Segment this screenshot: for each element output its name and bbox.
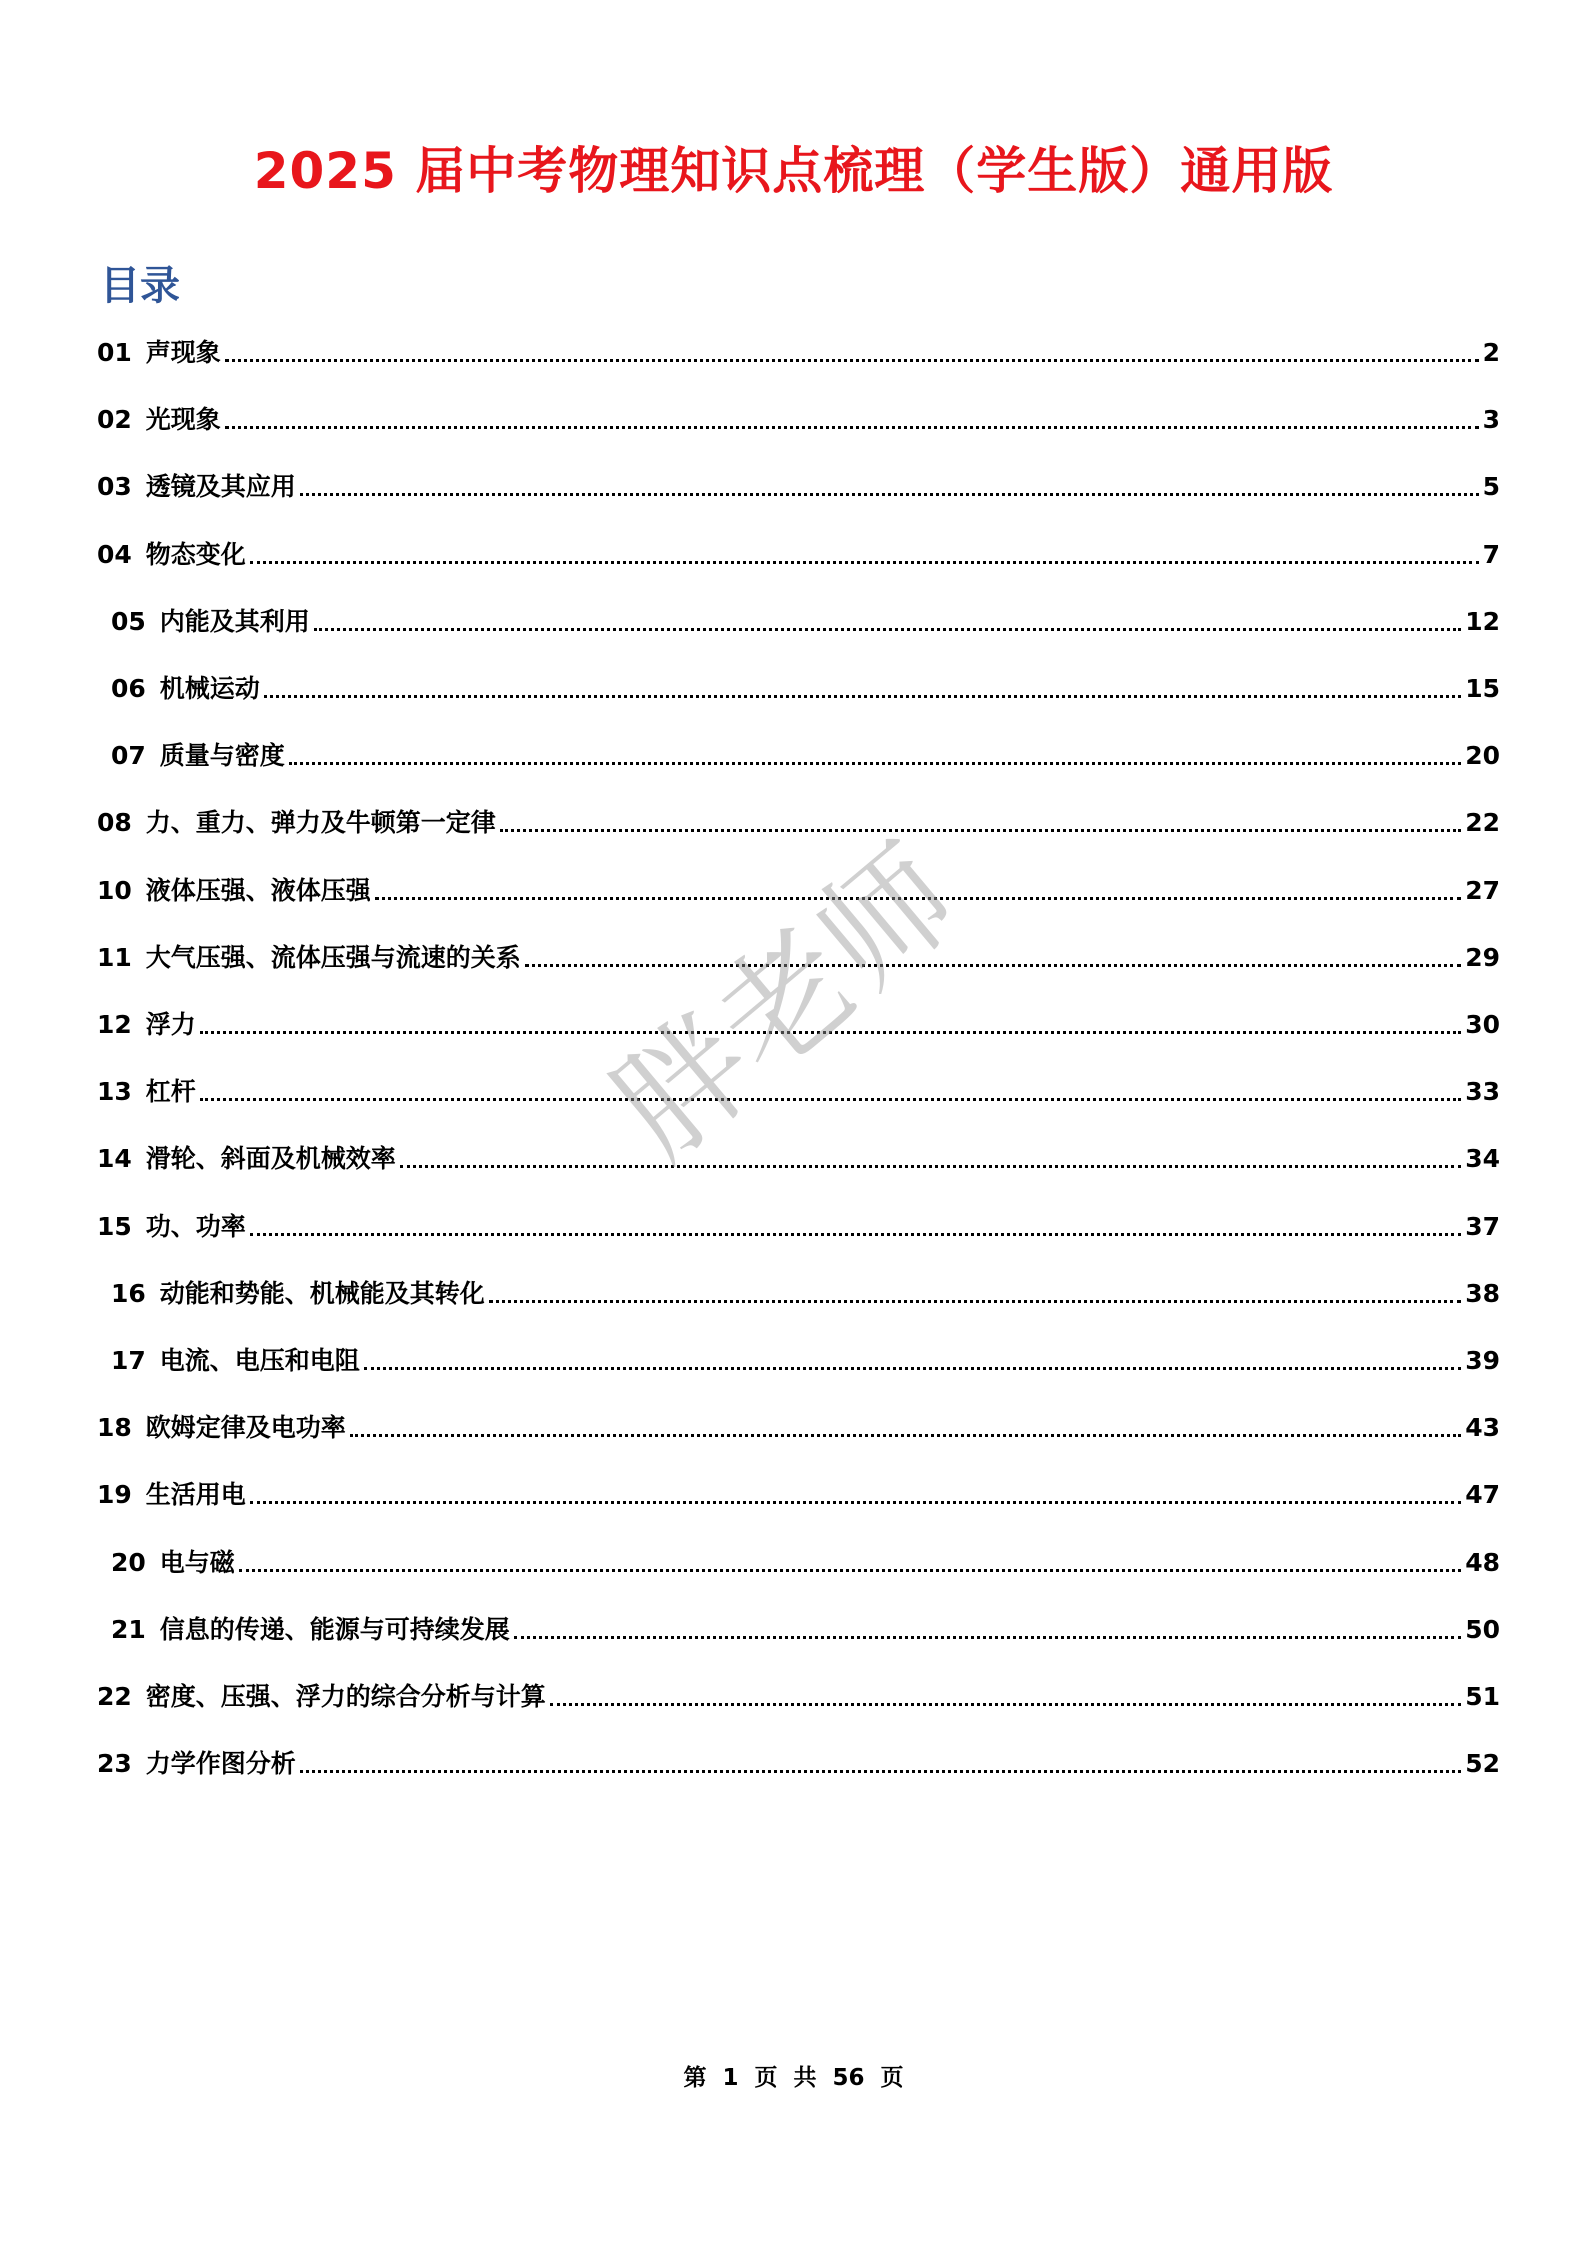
toc-leader-dots [250, 1233, 1461, 1236]
toc-leader-dots [350, 1434, 1461, 1437]
toc-entry-label: 内能及其利用 [159, 606, 310, 636]
toc-entry-label: 声现象 [145, 338, 221, 367]
toc-entry-page: 5 [1482, 472, 1500, 502]
toc-leader-dots [200, 1098, 1461, 1101]
toc-entry[interactable] [111, 1272, 1500, 1312]
toc-entry-number: 02 [97, 405, 132, 435]
toc-leader-dots [239, 1569, 1461, 1572]
toc-entry-page: 51 [1465, 1682, 1500, 1711]
toc-entry[interactable] [111, 667, 1500, 707]
toc-entry-label: 电与磁 [159, 1547, 235, 1577]
toc-entry[interactable] [111, 1339, 1500, 1379]
toc-entry[interactable] [97, 331, 1500, 371]
toc-entry[interactable] [97, 1406, 1500, 1446]
toc-entry-label: 杠杆 [145, 1077, 196, 1107]
toc-entry-page: 50 [1465, 1614, 1500, 1644]
toc-entry-page: 7 [1482, 539, 1500, 569]
toc-entry-page: 27 [1465, 875, 1500, 905]
toc-entry[interactable] [97, 1473, 1500, 1513]
toc-entry-page: 34 [1465, 1144, 1500, 1174]
toc-entry-page: 33 [1465, 1077, 1500, 1107]
toc-entry-label: 光现象 [145, 405, 221, 435]
toc-entry-label: 机械运动 [159, 674, 260, 703]
toc-entry-number: 14 [97, 1144, 132, 1174]
toc-entry-label: 液体压强、液体压强 [145, 875, 371, 905]
toc-entry-label: 欧姆定律及电功率 [145, 1413, 346, 1443]
toc-entry[interactable] [97, 398, 1500, 438]
toc-entry-page: 39 [1465, 1346, 1500, 1375]
toc-leader-dots [225, 426, 1479, 429]
toc-entry-number: 05 [111, 606, 146, 636]
toc-entry-label: 力、重力、弹力及牛顿第一定律 [145, 808, 496, 838]
toc-entry-label: 浮力 [145, 1010, 196, 1039]
toc-entry-page: 12 [1465, 606, 1500, 636]
toc-entry[interactable] [111, 734, 1500, 774]
toc-entry-page: 47 [1465, 1480, 1500, 1510]
toc-entry-label: 动能和势能、机械能及其转化 [159, 1278, 485, 1308]
toc-entry-page: 37 [1465, 1211, 1500, 1241]
toc-entry-label: 滑轮、斜面及机械效率 [145, 1144, 396, 1174]
toc-entry-label: 透镜及其应用 [145, 472, 296, 502]
toc-entry-page: 15 [1465, 674, 1500, 703]
toc-entry[interactable] [97, 1675, 1500, 1715]
toc-entry[interactable] [97, 1742, 1500, 1782]
toc-entry-number: 06 [111, 674, 146, 703]
toc-entry-label: 物态变化 [145, 539, 246, 569]
toc-leader-dots [364, 1367, 1461, 1370]
toc-leader-dots [300, 1770, 1461, 1773]
toc-leader-dots [250, 561, 1479, 564]
toc-entry-page: 2 [1482, 338, 1500, 367]
toc-entry[interactable] [97, 465, 1500, 505]
toc-entry-page: 20 [1465, 741, 1500, 771]
toc-leader-dots [300, 493, 1479, 496]
toc-entry[interactable] [97, 1205, 1500, 1245]
toc-entry-page: 48 [1465, 1547, 1500, 1577]
toc-entry-number: 13 [97, 1077, 132, 1107]
toc-entry[interactable] [111, 1541, 1500, 1581]
toc-leader-dots [500, 829, 1461, 832]
toc-entry-label: 功、功率 [145, 1211, 246, 1241]
toc-entry-number: 03 [97, 472, 132, 502]
toc-entry-number: 22 [97, 1682, 132, 1711]
toc-leader-dots [225, 359, 1479, 362]
toc-entry[interactable] [111, 1608, 1500, 1648]
document-title: 2025 届中考物理知识点梳理（学生版）通用版 [253, 142, 1334, 200]
toc-entry-label: 生活用电 [145, 1480, 246, 1510]
toc-leader-dots [289, 762, 1461, 765]
toc-entry-label: 密度、压强、浮力的综合分析与计算 [145, 1682, 546, 1711]
toc-entry-number: 08 [97, 808, 132, 838]
toc-entry-number: 20 [111, 1547, 146, 1577]
toc-leader-dots [514, 1636, 1461, 1639]
toc-leader-dots [525, 964, 1461, 967]
toc-entry-number: 15 [97, 1211, 132, 1241]
toc-entry-page: 30 [1465, 1010, 1500, 1039]
toc-entry-label: 力学作图分析 [145, 1749, 296, 1779]
toc-leader-dots [550, 1703, 1461, 1706]
toc-entry-page: 22 [1465, 808, 1500, 838]
toc-entry-number: 18 [97, 1413, 132, 1443]
toc-entry-number: 23 [97, 1749, 132, 1779]
toc-entry-page: 52 [1465, 1749, 1500, 1779]
toc-entry-number: 04 [97, 539, 132, 569]
toc-entry-number: 17 [111, 1346, 146, 1375]
toc-entry-number: 19 [97, 1480, 132, 1510]
toc-entry-number: 10 [97, 875, 132, 905]
toc-entry-label: 质量与密度 [159, 741, 285, 771]
toc-leader-dots [400, 1165, 1461, 1168]
toc-leader-dots [489, 1300, 1461, 1303]
toc-leader-dots [250, 1501, 1461, 1504]
toc-entry-number: 07 [111, 741, 146, 771]
toc-entry-number: 16 [111, 1278, 146, 1308]
toc-entry-page: 29 [1465, 942, 1500, 972]
toc-entry[interactable] [97, 1137, 1500, 1177]
toc-entry[interactable] [97, 533, 1500, 573]
toc-entry-number: 11 [97, 942, 132, 972]
toc-leader-dots [314, 628, 1461, 631]
toc-entry-number: 21 [111, 1614, 146, 1644]
toc-entry-label: 电流、电压和电阻 [159, 1346, 360, 1375]
toc-leader-dots [264, 695, 1461, 698]
toc-entry-label: 大气压强、流体压强与流速的关系 [145, 942, 521, 972]
toc-entry[interactable] [97, 801, 1500, 841]
watermark-text: 胖老师 [586, 815, 988, 1187]
toc-entry[interactable] [111, 600, 1500, 640]
toc-entry-label: 信息的传递、能源与可持续发展 [159, 1614, 510, 1644]
toc-heading: 目录 [100, 263, 180, 309]
toc-entry-number: 12 [97, 1010, 132, 1039]
toc-entry-page: 38 [1465, 1278, 1500, 1308]
toc-entry-number: 01 [97, 338, 132, 367]
toc-entry-page: 43 [1465, 1413, 1500, 1443]
toc-entry-page: 3 [1482, 405, 1500, 435]
page-footer: 第 1 页 共 56 页 [683, 2065, 904, 2091]
